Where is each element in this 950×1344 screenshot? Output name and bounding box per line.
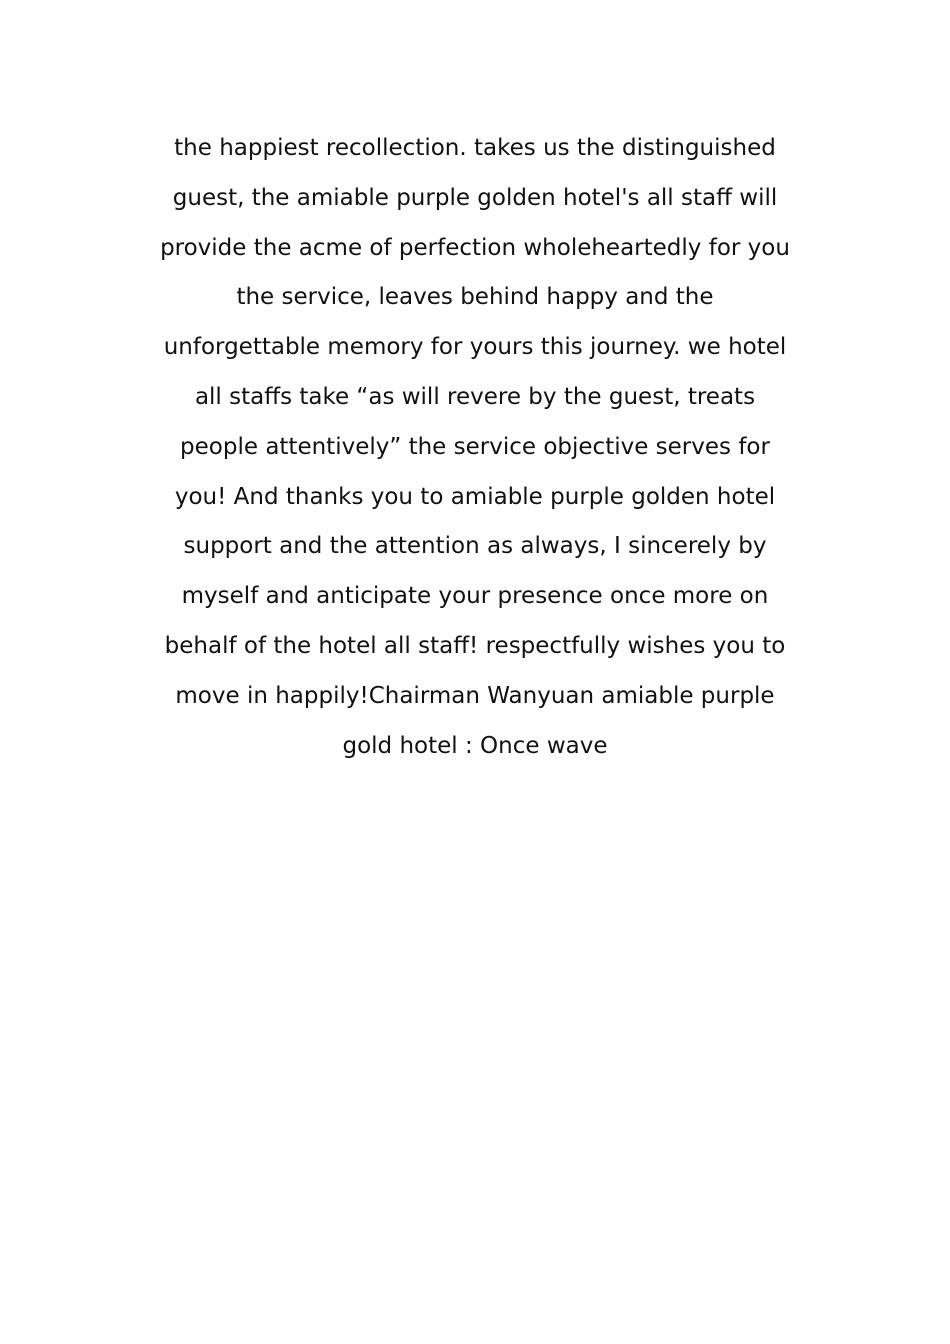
- text-line: behalf of the hotel all staff! respectfully wishes you to: [164, 632, 786, 659]
- text-line: unforgettable memory for yours this journey. we hotel: [163, 334, 787, 361]
- text-line: support and the attention as always, I sincerely by: [183, 533, 767, 560]
- body-paragraph: [130, 124, 820, 771]
- text-line: provide the acme of perfection wholeheartedly for you: [160, 234, 790, 261]
- text-line: people attentively” the service objective serves for: [180, 433, 770, 460]
- text-line: move in happily!Chairman Wanyuan amiable purple: [175, 682, 775, 709]
- text-line: all staffs take “as will revere by the guest, treats: [194, 383, 756, 410]
- text-line: you! And thanks you to amiable purple golden hotel: [174, 483, 776, 510]
- text-line: myself and anticipate your presence once more on: [181, 583, 769, 610]
- text-line: the service, leaves behind happy and the: [236, 284, 714, 311]
- text-line: guest, the amiable purple golden hotel's all staff will: [172, 184, 778, 211]
- text-line: gold hotel : Once wave: [342, 732, 608, 759]
- text-line: the happiest recollection. takes us the distinguished: [174, 135, 776, 161]
